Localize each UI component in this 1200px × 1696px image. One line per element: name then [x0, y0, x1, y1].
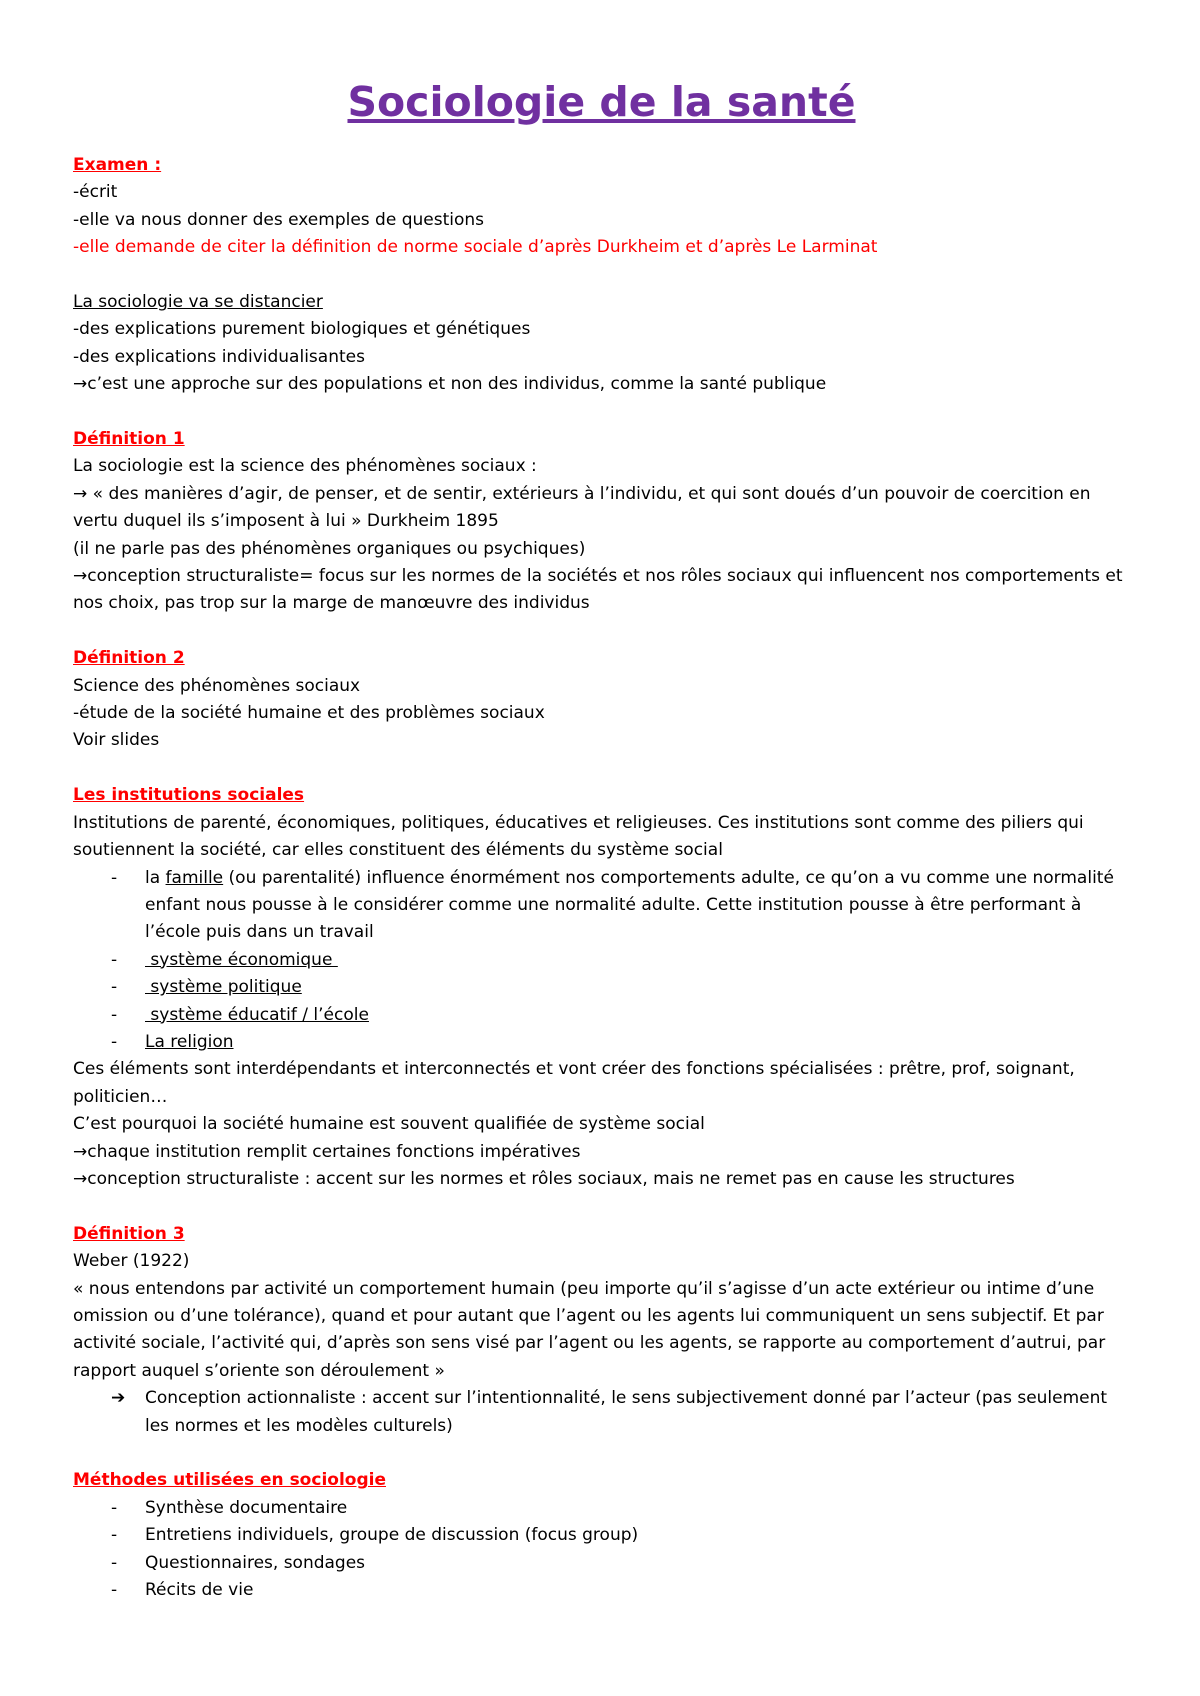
- dash-marker: -: [111, 1004, 118, 1025]
- list-item: [73, 1550, 1130, 1577]
- list-item: [73, 1385, 1130, 1440]
- institutions-heading: Les institutions sociales: [73, 785, 305, 806]
- famille-underlined: famille: [165, 867, 224, 888]
- spacer: [73, 755, 1130, 782]
- definition-1-quote: → « des manières d’agir, de penser, et de sentir, extérieurs à l’individu, et qui sont doués d’un pouvoir de coercition en vertu duquel ils s’imposent à lui » Durkheim 1895: [73, 483, 1091, 532]
- famille-prefix: la: [145, 867, 166, 888]
- list-item: [73, 974, 1130, 1001]
- spacer: [73, 262, 1130, 289]
- institutions-after-line: →chaque institution remplit certaines fonctions impératives: [73, 1141, 581, 1162]
- list-item: [73, 1029, 1130, 1056]
- distancier-heading: La sociologie va se distancier: [73, 292, 323, 313]
- dash-marker: -: [111, 1580, 118, 1601]
- institution-item: système politique: [145, 977, 302, 998]
- list-item: [73, 1495, 1130, 1522]
- definition-2-heading: Définition 2: [73, 648, 185, 669]
- list-item: [73, 1577, 1130, 1604]
- spacer: [73, 1193, 1130, 1220]
- methodes-list: [73, 1495, 1130, 1605]
- list-item: [73, 865, 1130, 947]
- section-distancier: [73, 289, 1130, 399]
- definition-3-heading: Définition 3: [73, 1223, 185, 1244]
- institutions-list: [73, 865, 1130, 1057]
- list-item: [73, 947, 1130, 974]
- institutions-after-line: Ces éléments sont interdépendants et interconnectés et vont créer des fonctions spécialisées : prêtre, prof, soignant, politicien…: [73, 1059, 1075, 1107]
- spacer: [73, 399, 1130, 426]
- dash-marker: -: [111, 977, 118, 998]
- section-institutions: [73, 782, 1130, 1193]
- methode-item: Synthèse documentaire: [145, 1497, 348, 1518]
- examen-line: -elle va nous donner des exemples de questions: [73, 209, 485, 230]
- examen-heading: Examen :: [73, 155, 162, 175]
- dash-marker: -: [111, 867, 118, 888]
- institutions-intro: Institutions de parenté, économiques, politiques, éducatives et religieuses. Ces institutions sont comme des piliers qui soutiennent la société, car elles constituent des éléments du système social: [73, 812, 1084, 861]
- distancier-line: -des explications individualisantes: [73, 346, 365, 367]
- arrow-icon: ➔: [111, 1388, 126, 1409]
- section-definition-1: [73, 426, 1130, 618]
- institution-item: système éducatif / l’école: [145, 1004, 369, 1025]
- methode-item: Entretiens individuels, groupe de discussion (focus group): [145, 1525, 639, 1546]
- definition-2-line: Science des phénomènes sociaux: [73, 675, 361, 696]
- definition-1-note: (il ne parle pas des phénomènes organiques ou psychiques): [73, 538, 586, 559]
- institutions-after-line: →conception structuraliste : accent sur les normes et rôles sociaux, mais ne remet pas en cause les structures: [73, 1168, 1015, 1189]
- definition-3-author: Weber (1922): [73, 1251, 190, 1272]
- dash-marker: -: [111, 1525, 118, 1546]
- list-item: [73, 1002, 1130, 1029]
- section-methodes: [73, 1467, 1130, 1604]
- institution-item: La religion: [145, 1031, 234, 1052]
- definition-3-arrow-item: Conception actionnaliste : accent sur l’intentionnalité, le sens subjectivement donné par l’acteur (pas seulement les normes et les modèles culturels): [145, 1388, 1108, 1436]
- definition-2-line: Voir slides: [73, 730, 160, 751]
- methode-item: Questionnaires, sondages: [145, 1552, 366, 1573]
- definition-2-line: -étude de la société humaine et des problèmes sociaux: [73, 703, 545, 724]
- institution-item: système économique: [145, 949, 338, 970]
- spacer: [73, 618, 1130, 645]
- section-definition-2: [73, 645, 1130, 755]
- distancier-line: →c’est une approche sur des populations et non des individus, comme la santé publique: [73, 374, 827, 395]
- examen-red-line: -elle demande de citer la définition de norme sociale d’après Durkheim et d’après Le Larminat: [73, 237, 878, 258]
- definition-1-intro: La sociologie est la science des phénomènes sociaux :: [73, 456, 537, 477]
- dash-marker: -: [111, 949, 118, 970]
- section-examen: [73, 152, 1130, 262]
- list-item: [73, 1522, 1130, 1549]
- famille-rest: (ou parentalité) influence énormément nos comportements adulte, ce qu’on a vu comme une normalité enfant nous pousse à le considérer comme une normalité adulte. Cette institution pousse à être performant à l’école puis dans un travail: [145, 867, 1114, 943]
- definition-3-quote: « nous entendons par activité un comportement humain (peu importe qu’il s’agisse d’un acte extérieur ou intime d’une omission ou d’une tolérance), quand et pour autant que l’agent ou les agents lui communiquent un sens subjectif. Et par activité sociale, l’activité qui, d’après son sens visé par l’agent ou les agents, se rapporte au comportement d’autrui, par rapport auquel s’oriente son déroulement »: [73, 1278, 1106, 1381]
- definition-3-list: [73, 1385, 1130, 1440]
- dash-marker: -: [111, 1497, 118, 1518]
- section-definition-3: [73, 1221, 1130, 1440]
- methode-item: Récits de vie: [145, 1580, 254, 1601]
- examen-line: -écrit: [73, 182, 118, 203]
- definition-1-heading: Définition 1: [73, 429, 185, 450]
- page-title: Sociologie de la santé: [347, 78, 856, 126]
- methodes-heading: Méthodes utilisées en sociologie: [73, 1470, 386, 1491]
- dash-marker: -: [111, 1552, 118, 1573]
- spacer: [73, 1440, 1130, 1467]
- definition-1-conclusion: →conception structuraliste= focus sur les normes de la sociétés et nos rôles sociaux qui influencent nos comportements et nos choix, pas trop sur la marge de manœuvre des individus: [73, 566, 1123, 614]
- dash-marker: -: [111, 1031, 118, 1052]
- institutions-after-line: C’est pourquoi la société humaine est souvent qualifiée de système social: [73, 1114, 705, 1135]
- distancier-line: -des explications purement biologiques et génétiques: [73, 319, 531, 340]
